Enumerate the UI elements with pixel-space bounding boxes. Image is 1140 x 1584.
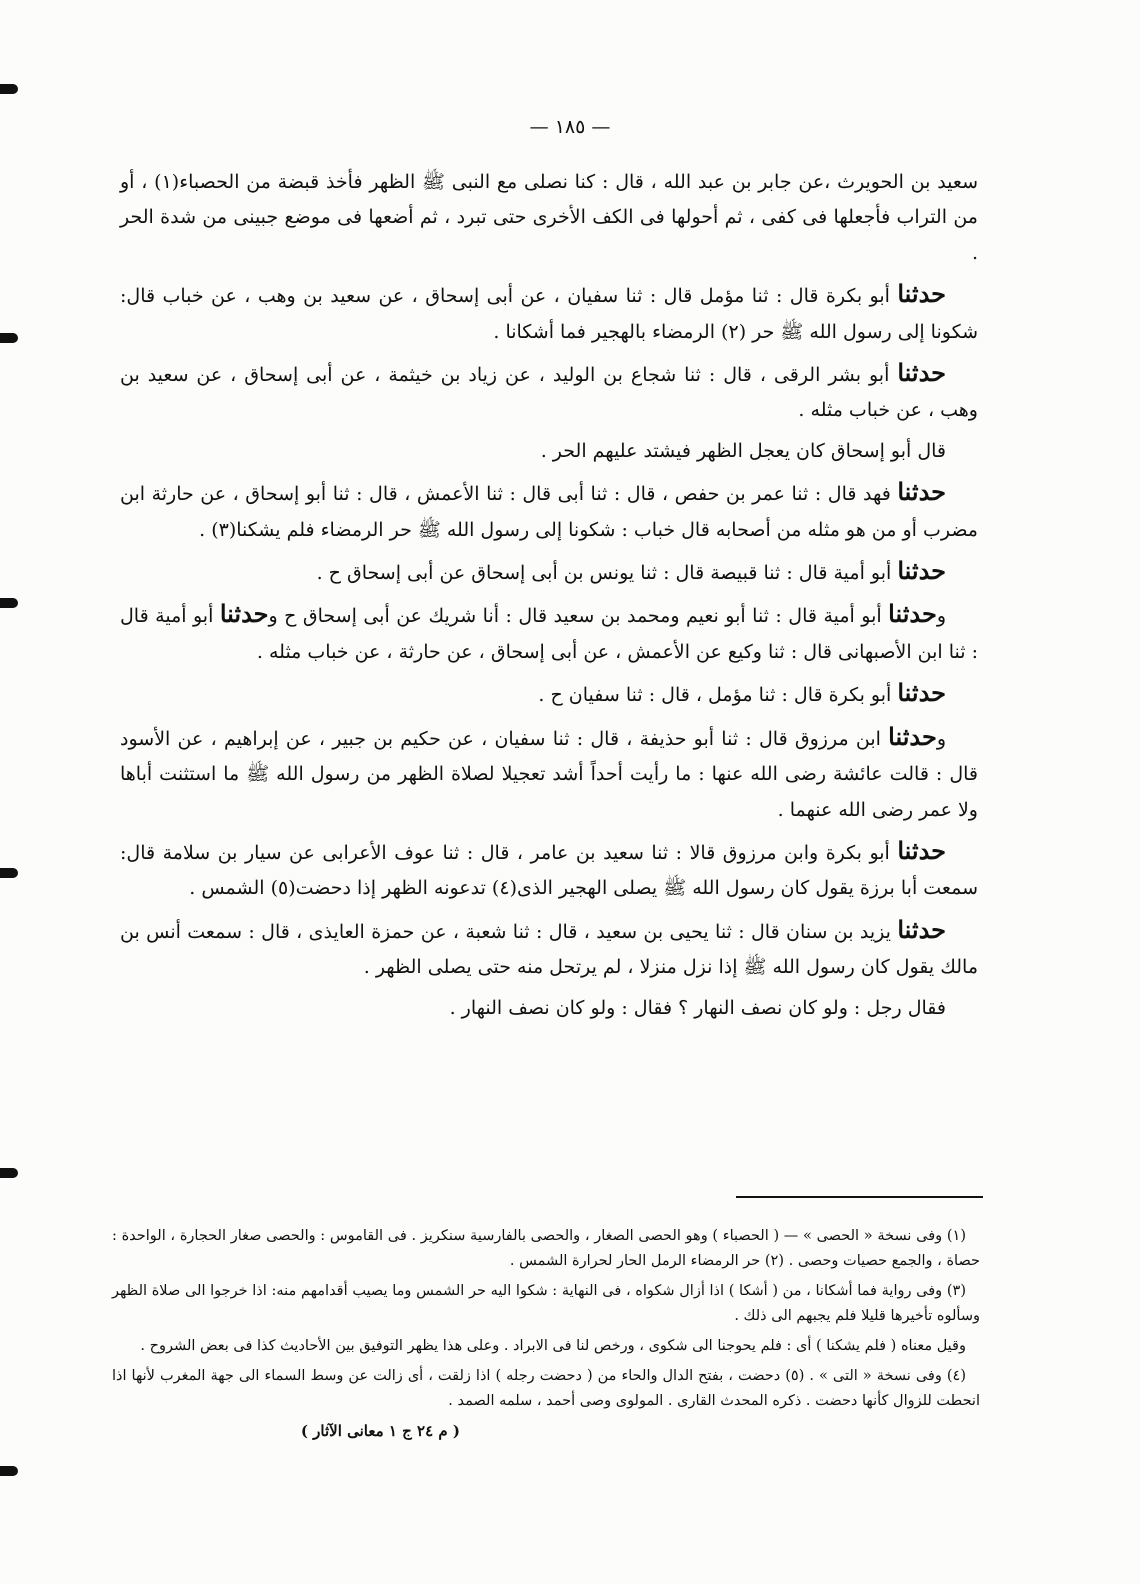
paragraph-text: فهد قال : ثنا عمر بن حفص ، قال : ثنا أبى قال : ثنا الأعمش ، قال : ثنا أبو إسحاق ، عن حارثة ابن مضرب أو من هو مثله من أصحابه قال خباب : شكونا إلى رسول الله ﷺ حر الرمضاء فلم يشكنا(٣) . bbox=[120, 483, 978, 541]
paragraph bbox=[120, 991, 978, 1026]
hadith-keyword: حدثنا bbox=[897, 556, 946, 586]
footnote: وقيل معناه ( فلم يشكنا ) أى : فلم يحوجنا الى شكوى ، ورخص لنا فى الابراد . وعلى هذا يظهر التوفيق بين الأحاديث كذا فى بعض الشروح . bbox=[140, 1338, 966, 1354]
paragraph bbox=[120, 553, 978, 591]
paragraph-text: و bbox=[936, 727, 946, 750]
hadith-keyword: حدثنا bbox=[219, 599, 269, 629]
footnotes bbox=[112, 1224, 980, 1444]
footnote: (٣) وفى رواية فما أشكانا ، من ( أشكا ) اذا أزال شكواه ، فى النهاية : شكوا اليه حر الشمس وما يصيب أقدامهم منه: اذا خرجوا الى صلاة الظهر وسألوه تأخيرها قليلا فلم يجبهم الى ذلك . bbox=[112, 1283, 980, 1324]
hadith-keyword: حدثنا bbox=[897, 477, 946, 507]
scan-edge-mark bbox=[0, 1466, 18, 1476]
paragraph bbox=[120, 355, 978, 429]
paragraph-text: فقال رجل : ولو كان نصف النهار ؟ فقال : ولو كان نصف النهار . bbox=[449, 996, 946, 1019]
paragraph-text: أبو بكرة قال : ثنا مؤمل قال : ثنا سفيان ، عن أبى إسحاق ، عن سعيد بن وهب ، عن خباب قال: شكونا إلى رسول الله ﷺ حر (٢) الرمضاء بالهجير فما أشكانا . bbox=[120, 285, 978, 343]
hadith-keyword: حدثنا bbox=[897, 914, 946, 944]
footer-signature: ( م ٢٤ ج ١ معانى الآثار ) bbox=[300, 1422, 460, 1440]
paragraph bbox=[120, 675, 978, 713]
hadith-keyword: حدثنا bbox=[888, 721, 937, 751]
paragraph-text: قال أبو إسحاق كان يعجل الظهر فيشتد عليهم الحر . bbox=[540, 439, 946, 462]
hadith-keyword: حدثنا bbox=[897, 358, 946, 388]
paragraph-text: أبو بكرة وابن مرزوق قالا : ثنا سعيد بن عامر ، قال : ثنا عوف الأعرابى عن سيار بن سلامة قال: سمعت أبا برزة يقول كان رسول الله ﷺ يصلى الهجير الذى(٤) تدعونه الظهر إذا دحضت(٥) الشمس . bbox=[120, 841, 978, 900]
paragraph-text: أبو أمية قال : ثنا قبيصة قال : ثنا يونس بن أبى إسحاق عن أبى إسحاق ح . bbox=[316, 562, 898, 585]
hadith-keyword: حدثنا bbox=[897, 835, 946, 865]
footnote-separator bbox=[736, 1196, 983, 1198]
paragraph bbox=[120, 912, 978, 986]
hadith-keyword: حدثنا bbox=[897, 279, 946, 309]
paragraph-text: أبو بكرة قال : ثنا مؤمل ، قال : ثنا سفيان ح . bbox=[538, 684, 898, 707]
paragraph bbox=[120, 276, 978, 350]
paragraph bbox=[120, 833, 978, 907]
paragraph bbox=[120, 434, 978, 469]
paragraph-text: أبو بشر الرقى ، قال : ثنا شجاع بن الوليد ، عن زياد بن خيثمة ، عن أبى إسحاق ، عن سعيد بن وهب ، عن خباب مثله . bbox=[120, 364, 978, 422]
paragraph-text: أبو أمية قال : ثنا ابن الأصبهانى قال : ثنا وكيع عن الأعمش ، عن أبى إسحاق ، عن حارثة ، عن خباب مثله . bbox=[120, 605, 978, 663]
hadith-keyword: حدثنا bbox=[897, 678, 946, 708]
scan-edge-mark bbox=[0, 333, 18, 343]
footnote: (٤) وفى نسخة « التى » . (٥) دحضت ، بفتح الدال والحاء من ( دحضت رجله ) اذا زلقت ، أى زالت عن وسط السماء الى جهة المغرب لأنها اذا انحطت للزوال كأنها دحضت . ذكره المحدث القارى . المولوى وصى أحمد ، سلمه الصمد . bbox=[112, 1368, 980, 1409]
paragraph bbox=[120, 719, 978, 828]
footnote: (١) وفى نسخة « الحصى » — ( الحصباء ) وهو الحصى الصغار ، والحصى بالفارسية سنكريز . فى القاموس : والحصى صغار الحجارة ، الواحدة : حصاة ، والجمع حصيات وحصى . (٢) حر الرمضاء الرمل الحار لحرارة الشمس . bbox=[112, 1228, 980, 1269]
page-number: — ١٨٥ — bbox=[529, 116, 611, 138]
paragraph bbox=[120, 474, 978, 548]
scan-edge-mark bbox=[0, 1168, 18, 1178]
hadith-keyword: حدثنا bbox=[888, 599, 937, 629]
scan-edge-mark bbox=[0, 598, 18, 608]
scan-edge-mark bbox=[0, 84, 18, 94]
paragraph-text: و bbox=[936, 605, 946, 628]
paragraph-text: سعيد بن الحويرث ،عن جابر بن عبد الله ، قال : كنا نصلى مع النبى ﷺ الظهر فأخذ قبضة من الحصباء(١) ، أو من التراب فأجعلها فى كفى ، ثم أحولها فى الكف الأخرى حتى تبرد ، ثم أضعها فى موضع جبينى من شدة الحر . bbox=[120, 171, 978, 264]
paragraph bbox=[120, 165, 978, 271]
paragraph bbox=[120, 596, 978, 670]
paragraph-text: يزيد بن سنان قال : ثنا يحيى بن سعيد ، قال : ثنا شعبة ، عن حمزة العايذى ، قال : سمعت أنس بن مالك يقول كان رسول الله ﷺ إذا نزل منزلا ، لم يرتحل منه حتى يصلى الظهر . bbox=[120, 920, 978, 979]
paragraph-text: ابن مرزوق قال : ثنا أبو حذيفة ، قال : ثنا سفيان ، عن حكيم بن جبير ، عن إبراهيم ، عن الأسود قال : قالت عائشة رضى الله عنها : ما رأيت أحداً أشد تعجيلا لصلاة الظهر من رسول الله ﷺ ما استثنت أباها ولا عمر رضى الله عنهما . bbox=[120, 727, 978, 821]
main-text bbox=[120, 165, 978, 1031]
scan-edge-mark bbox=[0, 868, 18, 878]
paragraph-text: أبو أمية قال : ثنا أبو نعيم ومحمد بن سعيد قال : أنا شريك عن أبى إسحاق ح و bbox=[268, 605, 889, 628]
